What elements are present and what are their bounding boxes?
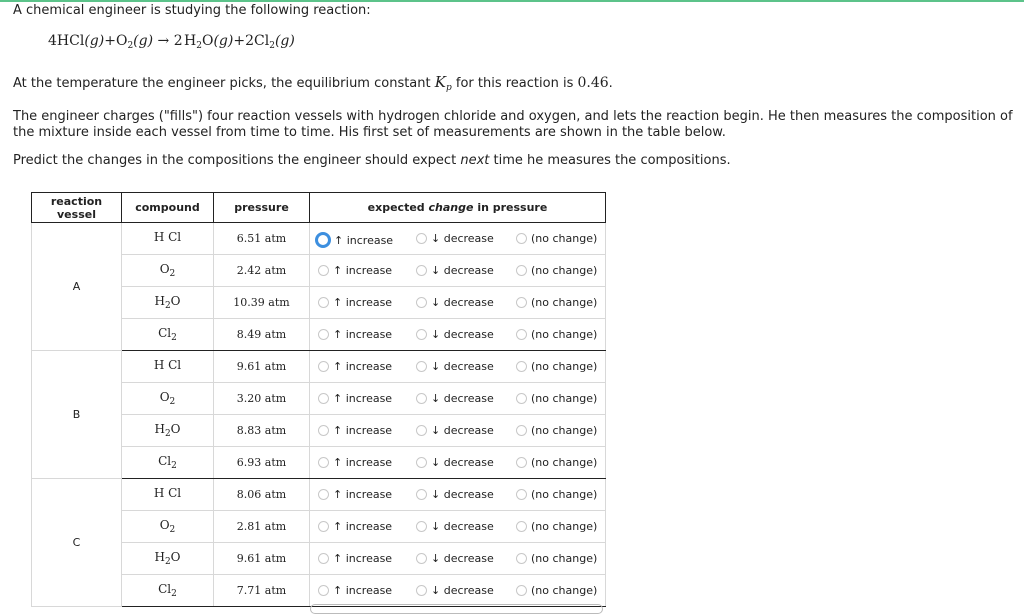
eq-hcl: HCl — [56, 33, 85, 49]
increase-option[interactable] — [318, 264, 392, 277]
radio-button[interactable] — [416, 425, 427, 436]
eq-sub: 2 — [196, 41, 202, 51]
nochange-label: (no change) — [531, 392, 598, 405]
compound-cell: H Cl — [122, 223, 214, 255]
radio-button[interactable] — [416, 457, 427, 468]
eq-phase: (g) — [84, 33, 105, 49]
compound-cell: $Cl_2$ — [122, 447, 214, 479]
decrease-option[interactable] — [416, 360, 494, 373]
decrease-label: ↓ decrease — [431, 488, 494, 501]
increase-option[interactable] — [318, 296, 392, 309]
kp-statement — [13, 73, 613, 93]
compound-cell: H Cl — [122, 351, 214, 383]
decrease-option[interactable] — [416, 584, 494, 597]
expected-change-cell — [310, 255, 606, 287]
expected-change-cell — [310, 383, 606, 415]
decrease-label: ↓ decrease — [431, 552, 494, 565]
table-row — [32, 479, 606, 511]
radio-button[interactable] — [416, 393, 427, 404]
pressure-cell: 2.81 atm — [214, 511, 310, 543]
compound-cell: $H_2O$ — [122, 287, 214, 319]
increase-option[interactable] — [318, 392, 392, 405]
decrease-option[interactable] — [416, 296, 494, 309]
decrease-option[interactable] — [416, 392, 494, 405]
radio-button[interactable] — [516, 265, 527, 276]
eq-phase: (g) — [133, 33, 154, 49]
compound-cell: $O_2$ — [122, 255, 214, 287]
radio-button[interactable] — [318, 297, 329, 308]
decrease-option[interactable] — [416, 424, 494, 437]
decrease-option[interactable] — [416, 328, 494, 341]
radio-button[interactable] — [516, 297, 527, 308]
increase-label: ↑ increase — [333, 456, 393, 469]
increase-label: ↑ increase — [333, 520, 393, 533]
expected-change-cell — [310, 351, 606, 383]
increase-option[interactable] — [318, 360, 392, 373]
radio-button[interactable] — [516, 521, 527, 532]
nochange-label: (no change) — [531, 360, 598, 373]
predict-instruction — [13, 153, 731, 168]
decrease-label: ↓ decrease — [431, 424, 494, 437]
increase-label: ↑ increase — [333, 392, 393, 405]
compound-cell: $H_2O$ — [122, 543, 214, 575]
pressure-cell: 2.42 atm — [214, 255, 310, 287]
radio-button[interactable] — [516, 585, 527, 596]
radio-button[interactable] — [318, 457, 329, 468]
eq-sub: 2 — [269, 41, 275, 51]
kp-symbol: K — [434, 73, 446, 91]
radio-button[interactable] — [318, 489, 329, 500]
increase-label: ↑ increase — [333, 552, 393, 565]
vessel-label: C — [32, 479, 122, 607]
pressure-cell: 10.39 atm — [214, 287, 310, 319]
header-pressure: pressure — [214, 193, 310, 223]
intro-text: A chemical engineer is studying the following reaction: — [13, 3, 371, 18]
decrease-option[interactable] — [416, 488, 494, 501]
pressure-cell: 8.49 atm — [214, 319, 310, 351]
decrease-option[interactable] — [416, 552, 494, 565]
eq-o2: O — [115, 33, 128, 49]
decrease-label: ↓ decrease — [431, 264, 494, 277]
compound-cell: $O_2$ — [122, 383, 214, 415]
expected-change-cell — [310, 511, 606, 543]
nochange-option[interactable] — [516, 488, 597, 501]
radio-button[interactable] — [315, 232, 331, 248]
expected-change-cell — [310, 447, 606, 479]
expected-change-cell — [310, 575, 606, 607]
decrease-option[interactable] — [416, 264, 494, 277]
pressure-cell: 9.61 atm — [214, 351, 310, 383]
radio-button[interactable] — [318, 425, 329, 436]
expected-change-cell — [310, 287, 606, 319]
radio-button[interactable] — [516, 457, 527, 468]
radio-button[interactable] — [516, 361, 527, 372]
description-paragraph: The engineer charges ("fills") four reaction vessels with hydrogen chloride and oxygen, and lets the reaction begin. He then measures the composition of the mixture inside each vessel from time to time. His first set of measurements are shown in the table below. — [13, 109, 1013, 140]
nochange-option[interactable] — [516, 552, 597, 565]
decrease-option[interactable] — [416, 456, 494, 469]
decrease-label: ↓ decrease — [431, 392, 494, 405]
radio-button[interactable] — [416, 297, 427, 308]
decrease-label: ↓ decrease — [431, 328, 494, 341]
nochange-option[interactable] — [516, 264, 597, 277]
nochange-option[interactable] — [516, 328, 597, 341]
increase-option[interactable] — [318, 488, 392, 501]
nochange-label: (no change) — [531, 456, 598, 469]
compound-cell: $H_2O$ — [122, 415, 214, 447]
kp-value: 0.46 — [577, 75, 609, 91]
decrease-label: ↓ decrease — [431, 360, 494, 373]
expected-change-cell — [310, 543, 606, 575]
vessel-label: B — [32, 351, 122, 479]
radio-button[interactable] — [318, 521, 329, 532]
radio-button[interactable] — [318, 329, 329, 340]
eq-cl2: Cl — [254, 33, 270, 49]
nochange-option[interactable] — [516, 360, 597, 373]
decrease-option[interactable] — [416, 520, 494, 533]
radio-button[interactable] — [318, 361, 329, 372]
radio-button[interactable] — [318, 585, 329, 596]
radio-button[interactable] — [318, 393, 329, 404]
radio-button[interactable] — [416, 585, 427, 596]
reaction-equation — [48, 33, 295, 51]
eq-o: O — [201, 33, 214, 49]
table-row — [32, 351, 606, 383]
radio-button[interactable] — [318, 265, 329, 276]
increase-option[interactable] — [318, 584, 392, 597]
kp-text: At the temperature the engineer picks, the equilibrium constant — [13, 76, 431, 91]
expected-change-cell — [310, 223, 606, 255]
radio-button[interactable] — [516, 489, 527, 500]
predict-text: Predict the changes in the compositions the engineer should expect — [13, 153, 457, 168]
radio-button[interactable] — [516, 553, 527, 564]
radio-button[interactable] — [416, 521, 427, 532]
nochange-option[interactable] — [516, 584, 597, 597]
header-compound: compound — [122, 193, 214, 223]
header-vessel: reaction vessel — [32, 193, 122, 223]
kp-period: . — [608, 76, 613, 91]
nochange-label: (no change) — [531, 584, 598, 597]
increase-option[interactable] — [318, 328, 392, 341]
decrease-label: ↓ decrease — [431, 520, 494, 533]
increase-label: ↑ increase — [333, 424, 393, 437]
pressure-cell: 8.06 atm — [214, 479, 310, 511]
radio-button[interactable] — [416, 489, 427, 500]
radio-button[interactable] — [516, 425, 527, 436]
nochange-label: (no change) — [531, 264, 598, 277]
compound-cell: $Cl_2$ — [122, 575, 214, 607]
radio-button[interactable] — [416, 553, 427, 564]
eq-coef-hcl: 4 — [48, 33, 57, 49]
eq-phase: (g) — [274, 33, 295, 49]
increase-label: ↑ increase — [333, 360, 393, 373]
compound-cell: $O_2$ — [122, 511, 214, 543]
pressure-cell: 6.93 atm — [214, 447, 310, 479]
increase-label: ↑ increase — [333, 328, 393, 341]
nochange-label: (no change) — [531, 488, 598, 501]
top-accent-line — [0, 0, 1024, 2]
compound-cell: $Cl_2$ — [122, 319, 214, 351]
eq-coef-h2o: 2 — [173, 33, 183, 49]
expected-change-cell — [310, 479, 606, 511]
nochange-option[interactable] — [516, 232, 597, 245]
nochange-label: (no change) — [531, 424, 598, 437]
increase-option[interactable] — [318, 456, 392, 469]
radio-button[interactable] — [416, 265, 427, 276]
eq-arrow: → — [157, 33, 170, 49]
decrease-label: ↓ decrease — [431, 584, 494, 597]
radio-button[interactable] — [416, 233, 427, 244]
radio-button[interactable] — [416, 329, 427, 340]
nochange-option[interactable] — [516, 296, 597, 309]
radio-button[interactable] — [416, 361, 427, 372]
radio-button[interactable] — [516, 329, 527, 340]
compound-cell: H Cl — [122, 479, 214, 511]
kp-symbol-sub: p — [445, 83, 452, 93]
eq-coef-cl2: 2 — [245, 33, 255, 49]
pressure-cell: 7.71 atm — [214, 575, 310, 607]
predict-text: time he measures the compositions. — [493, 153, 731, 168]
nochange-option[interactable] — [516, 456, 597, 469]
table-row — [32, 223, 606, 255]
eq-plus: + — [233, 33, 246, 49]
nochange-label: (no change) — [531, 232, 598, 245]
pressure-cell: 8.83 atm — [214, 415, 310, 447]
eq-h: H — [184, 33, 197, 49]
increase-option[interactable] — [318, 520, 392, 533]
pressure-cell: 6.51 atm — [214, 223, 310, 255]
kp-text: for this reaction is — [455, 76, 574, 91]
nochange-option[interactable] — [516, 424, 597, 437]
scrollbar[interactable] — [310, 604, 603, 614]
decrease-label: ↓ decrease — [431, 232, 494, 245]
increase-option[interactable] — [318, 552, 392, 565]
nochange-label: (no change) — [531, 296, 598, 309]
increase-option[interactable] — [318, 232, 393, 248]
radio-button[interactable] — [318, 553, 329, 564]
nochange-label: (no change) — [531, 552, 598, 565]
expected-change-cell — [310, 319, 606, 351]
nochange-label: (no change) — [531, 520, 598, 533]
decrease-label: ↓ decrease — [431, 456, 494, 469]
nochange-option[interactable] — [516, 392, 597, 405]
radio-button[interactable] — [516, 233, 527, 244]
increase-label: ↑ increase — [333, 584, 393, 597]
nochange-label: (no change) — [531, 328, 598, 341]
predict-emph: next — [460, 153, 490, 168]
eq-sub: 2 — [127, 41, 134, 51]
pressure-cell: 9.61 atm — [214, 543, 310, 575]
nochange-option[interactable] — [516, 520, 597, 533]
radio-button[interactable] — [516, 393, 527, 404]
increase-label: ↑ increase — [333, 488, 393, 501]
increase-label: ↑ increase — [334, 233, 394, 247]
expected-change-cell — [310, 415, 606, 447]
eq-plus: + — [104, 33, 116, 49]
vessel-label: A — [32, 223, 122, 351]
pressure-cell: 3.20 atm — [214, 383, 310, 415]
header-expected-change: expected change in pressure — [310, 193, 606, 223]
decrease-option[interactable] — [416, 232, 494, 245]
decrease-label: ↓ decrease — [431, 296, 494, 309]
increase-label: ↑ increase — [333, 296, 393, 309]
eq-phase: (g) — [213, 33, 234, 49]
increase-option[interactable] — [318, 424, 392, 437]
composition-table — [31, 192, 606, 607]
increase-label: ↑ increase — [333, 264, 393, 277]
